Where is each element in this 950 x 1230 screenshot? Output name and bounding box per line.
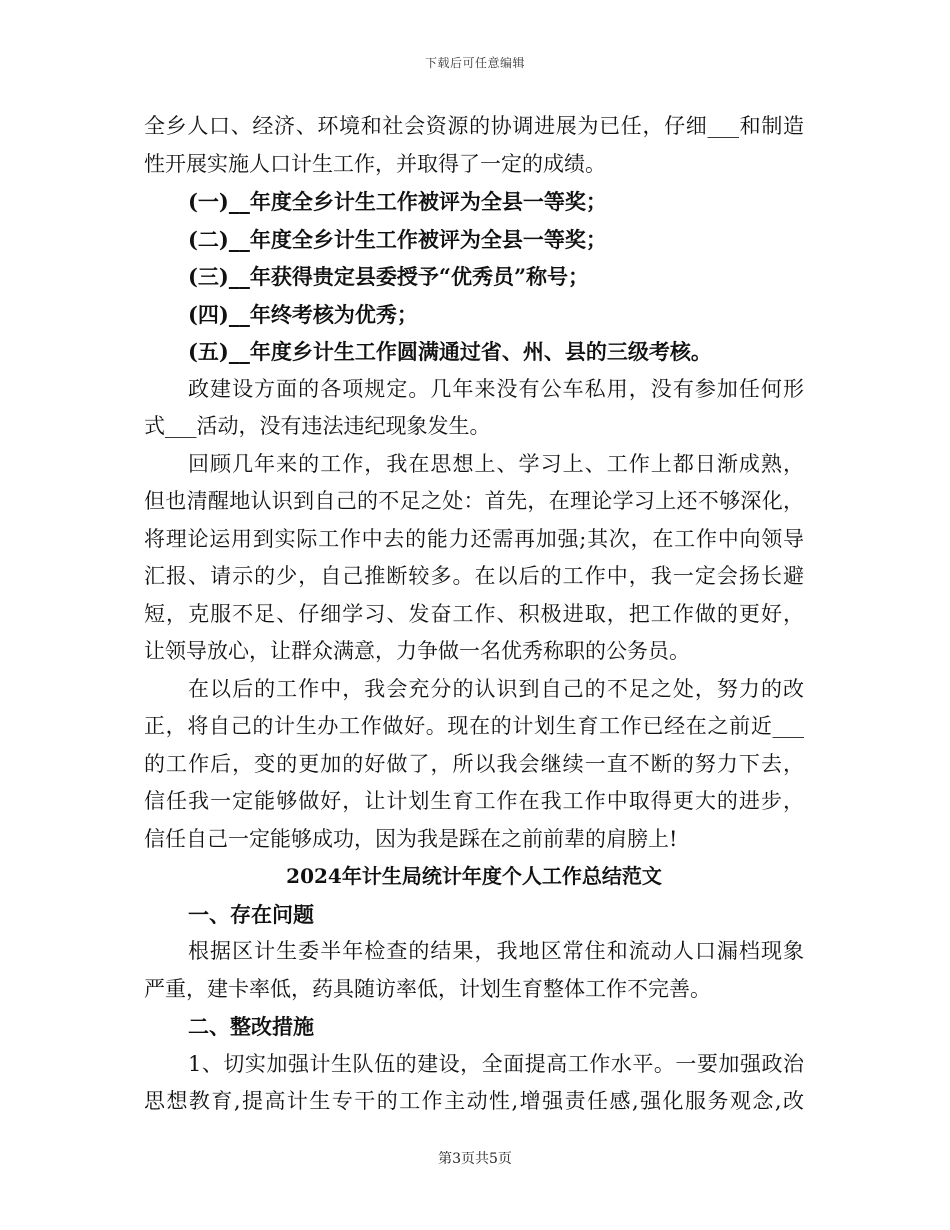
paragraph-line: 信任我一定能够做好，让计划生育工作在我工作中取得更大的进步， <box>144 789 804 813</box>
paragraph-line: 根据区计生委半年检查的结果，我地区常住和流动人口漏档现象 <box>188 939 804 963</box>
paragraph-line: 将理论运用到实际工作中去的能力还需再加强;其次，在工作中向领导 <box>144 526 804 551</box>
paragraph-line: 汇报、请示的少，自己推断较多。在以后的工作中，我一定会扬长避 <box>144 564 804 588</box>
paragraph-line: 思想教育,提高计生专干的工作主动性,增强责任感,强化服务观念,改 <box>144 1089 804 1113</box>
paragraph-line: 的工作后，变的更加的好做了，所以我会继续一直不断的努力下去， <box>144 751 804 776</box>
section-heading: 一、存在问题 <box>188 901 314 927</box>
paragraph-line: 严重，建卡率低，药具随访率低，计划生育整体工作不完善。 <box>144 976 711 1001</box>
achievement-item: (四)__年终考核为优秀； <box>188 301 418 327</box>
paragraph-line: 式___活动，没有违法违纪现象发生。 <box>144 414 491 438</box>
section-title: 2024年计生局统计年度个人工作总结范文 <box>286 864 662 888</box>
achievement-item: (三)__年获得贵定县委授予“优秀员”称号； <box>188 264 590 289</box>
paragraph-line: 但也清醒地认识到自己的不足之处：首先，在理论学习上还不够深化， <box>144 489 804 513</box>
paragraph-line: 回顾几年来的工作，我在思想上、学习上、工作上都日渐成熟， <box>188 451 804 476</box>
paragraph-line: 在以后的工作中，我会充分的认识到自己的不足之处，努力的改 <box>188 676 804 701</box>
achievement-item: (二)__年度全乡计生工作被评为全县一等奖； <box>188 226 607 252</box>
achievement-item: (一)__年度全乡计生工作被评为全县一等奖； <box>188 189 607 214</box>
paragraph-line: 性开展实施人口计生工作，并取得了一定的成绩。 <box>144 151 606 176</box>
document-body <box>144 108 804 1121</box>
header-note: 下载后可任意编辑 <box>424 56 525 70</box>
paragraph-line: 全乡人口、经济、环境和社会资源的协调进展为已任，仔细___和制造 <box>144 114 804 138</box>
paragraph-line: 短，克服不足、仔细学习、发奋工作、积极进取，把工作做的更好， <box>144 601 804 626</box>
paragraph-line: 1、切实加强计生队伍的建设，全面提高工作水平。一要加强政治 <box>188 1051 804 1076</box>
page-number: 第3页共5页 <box>438 1151 512 1167</box>
section-heading: 二、整改措施 <box>188 1014 314 1039</box>
paragraph-line: 信任自己一定能够成功，因为我是踩在之前前辈的肩膀上! <box>144 826 678 851</box>
paragraph-line: 政建设方面的各项规定。几年来没有公车私用，没有参加任何形 <box>188 376 804 401</box>
paragraph-line: 正，将自己的计生办工作做好。现在的计划生育工作已经在之前近___ <box>144 714 804 738</box>
achievement-item: (五)__年度乡计生工作圆满通过省、州、县的三级考核。 <box>188 339 712 364</box>
paragraph-line: 让领导放心，让群众满意，力争做一名优秀称职的公务员。 <box>144 639 690 663</box>
